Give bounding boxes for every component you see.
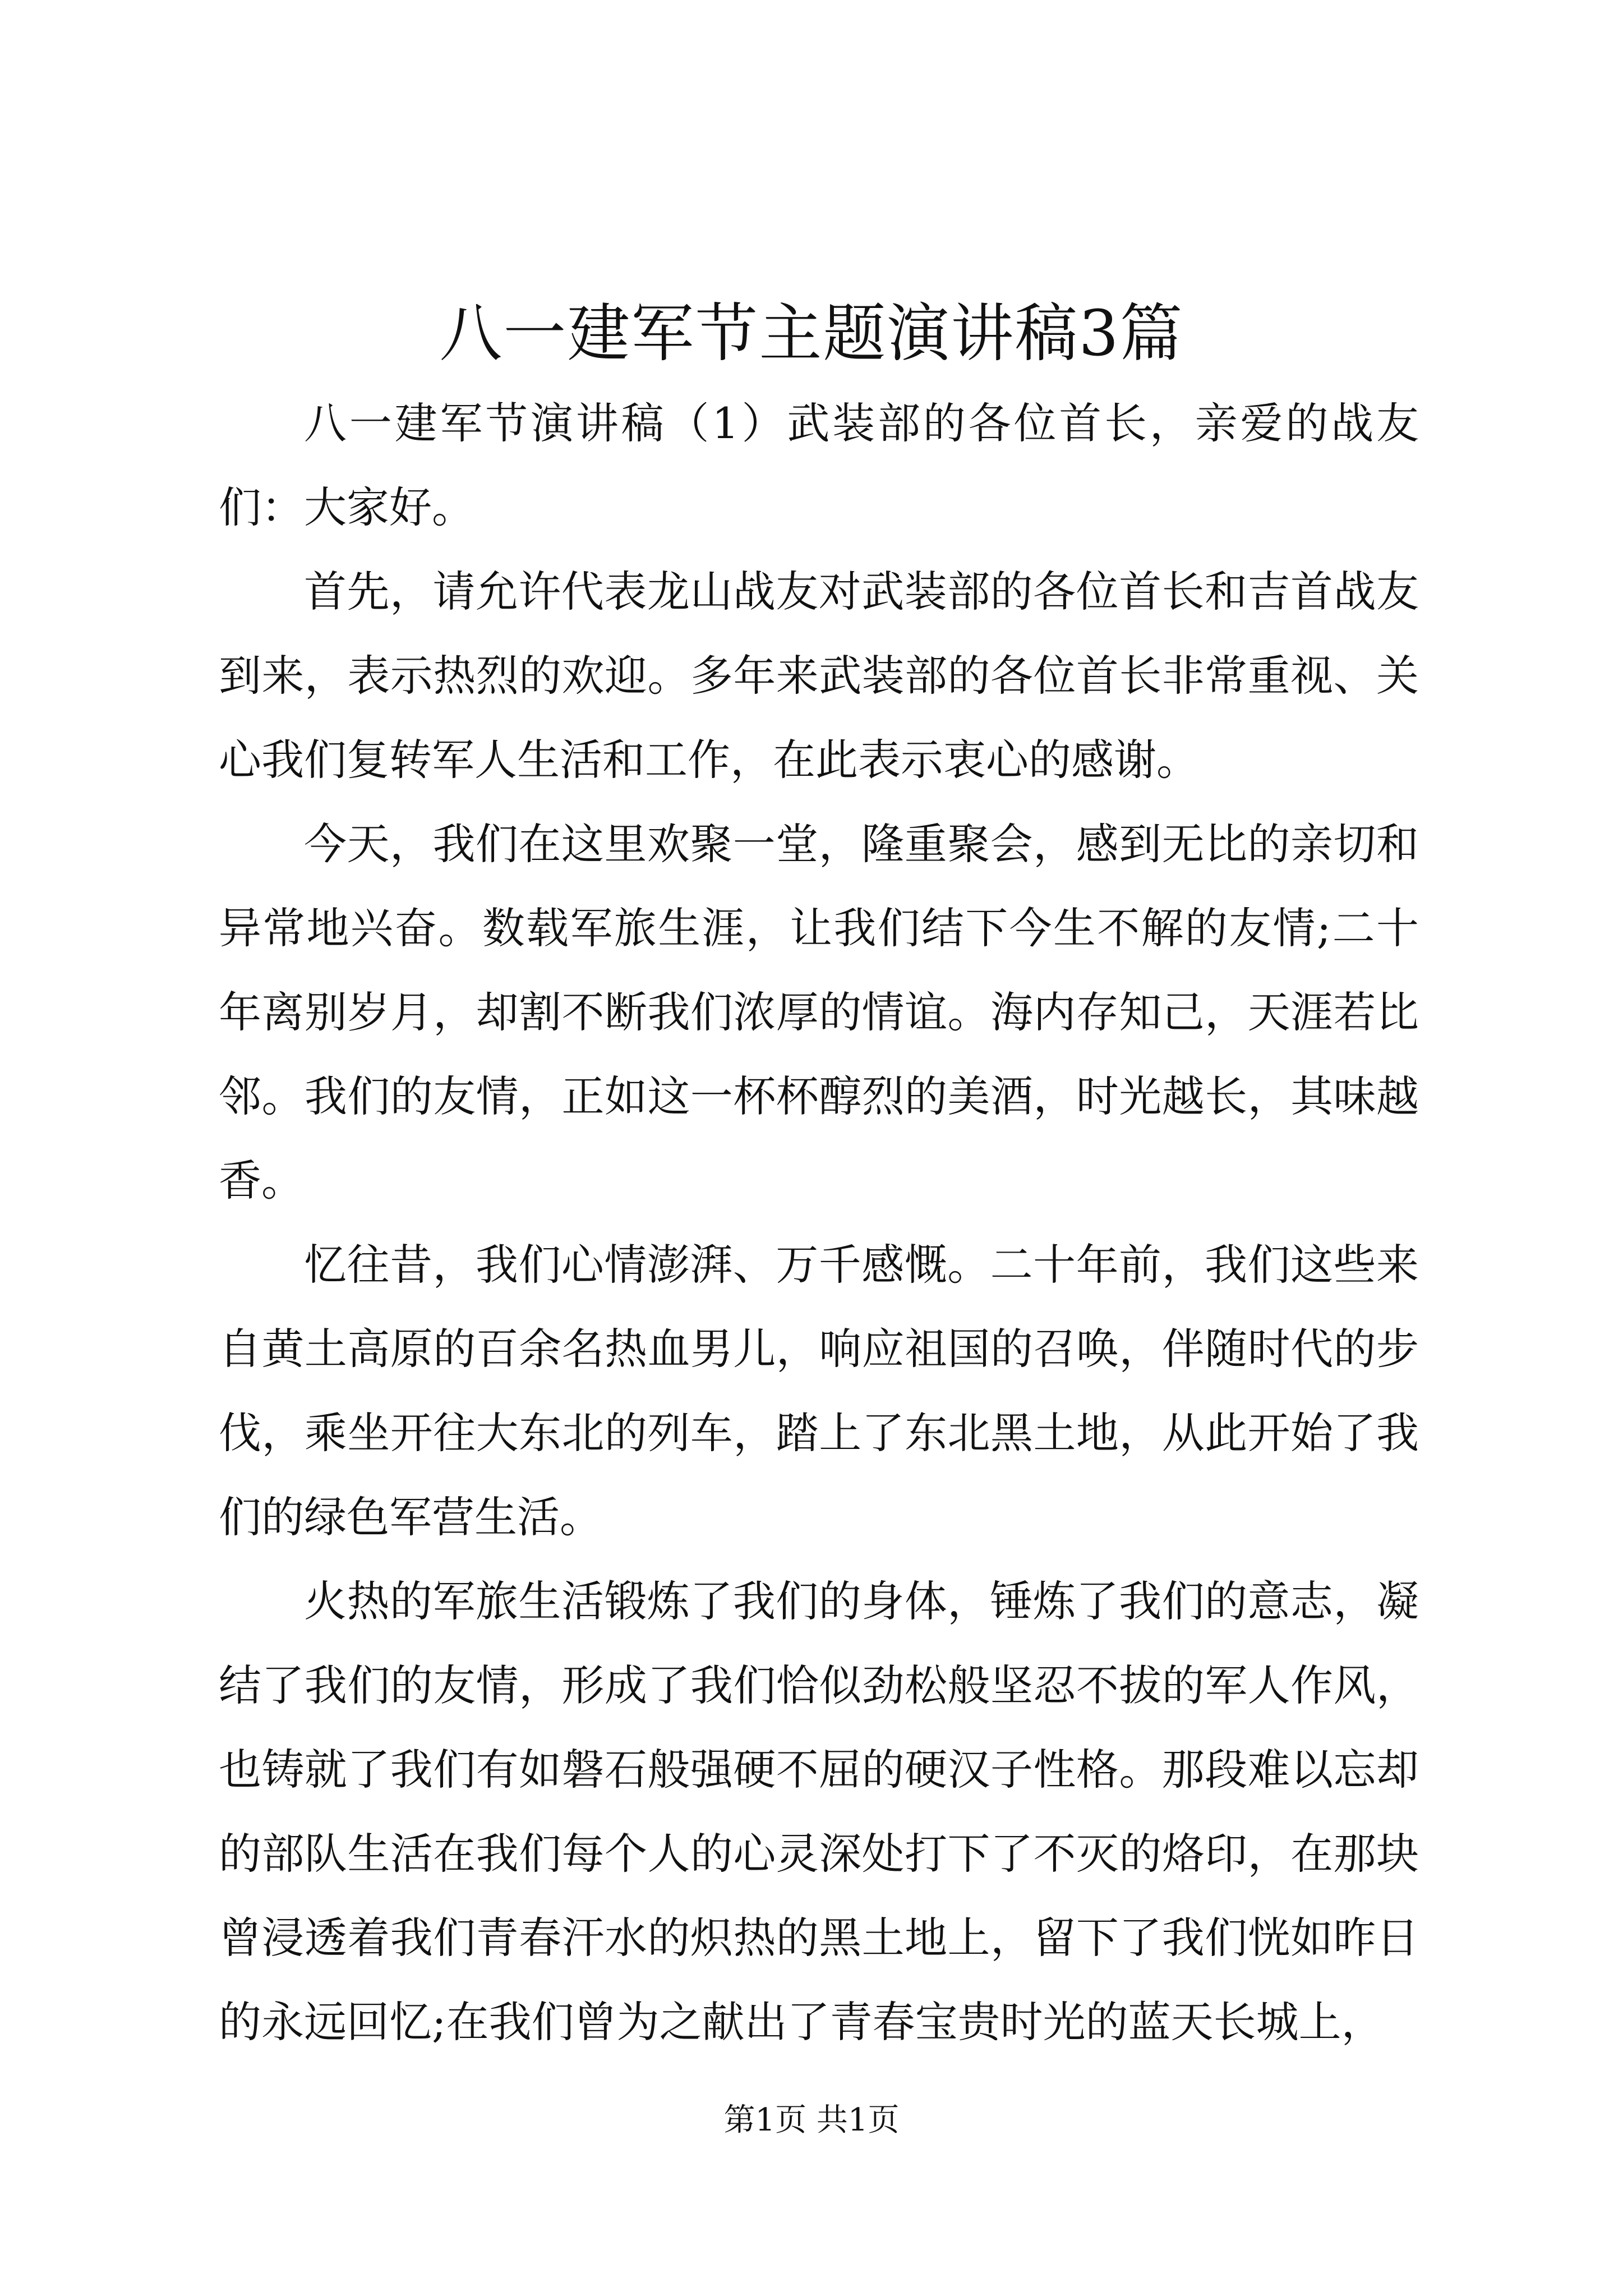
paragraph-3: 今天，我们在这里欢聚一堂，隆重聚会，感到无比的亲切和异常地兴奋。数载军旅生涯，让我们结下今生不解的友情;二十年离别岁月，却割不断我们浓厚的情谊。海内存知己，天涯若比邻。我们的友情，正如这一杯杯醇烈的美酒，时光越长，其味越香。	[219, 819, 1419, 1205]
paragraph-2: 首先，请允许代表龙山战友对武装部的各位首长和吉首战友到来，表示热烈的欢迎。多年来武装部的各位首长非常重视、关心我们复转军人生活和工作，在此表示衷心的感谢。	[219, 567, 1419, 785]
paragraph-1: 八一建军节演讲稿（1）武装部的各位首长，亲爱的战友们：大家好。	[219, 398, 1419, 532]
document-title: 八一建军节主题演讲稿3篇	[439, 297, 1184, 370]
paragraph-4: 忆往昔，我们心情澎湃、万千感慨。二十年前，我们这些来自黄土高原的百余名热血男儿，响应祖国的召唤，伴随时代的步伐，乘坐开往大东北的列车，踏上了东北黑土地，从此开始了我们的绿色军营生活。	[219, 1240, 1419, 1542]
document-body	[219, 381, 1419, 2064]
page-footer: 第1页 共1页	[723, 2102, 900, 2138]
paragraph-5: 火热的军旅生活锻炼了我们的身体，锤炼了我们的意志，凝结了我们的友情，形成了我们恰似劲松般坚忍不拔的军人作风，也铸就了我们有如磐石般强硬不屈的硬汉子性格。那段难以忘却的部队生活在我们每个人的心灵深处打下了不灭的烙印，在那块曾浸透着我们青春汗水的炽热的黑土地上，留下了我们恍如昨日的永远回忆;在我们曾为之献出了青春宝贵时光的蓝天长城上，	[219, 1576, 1419, 2047]
